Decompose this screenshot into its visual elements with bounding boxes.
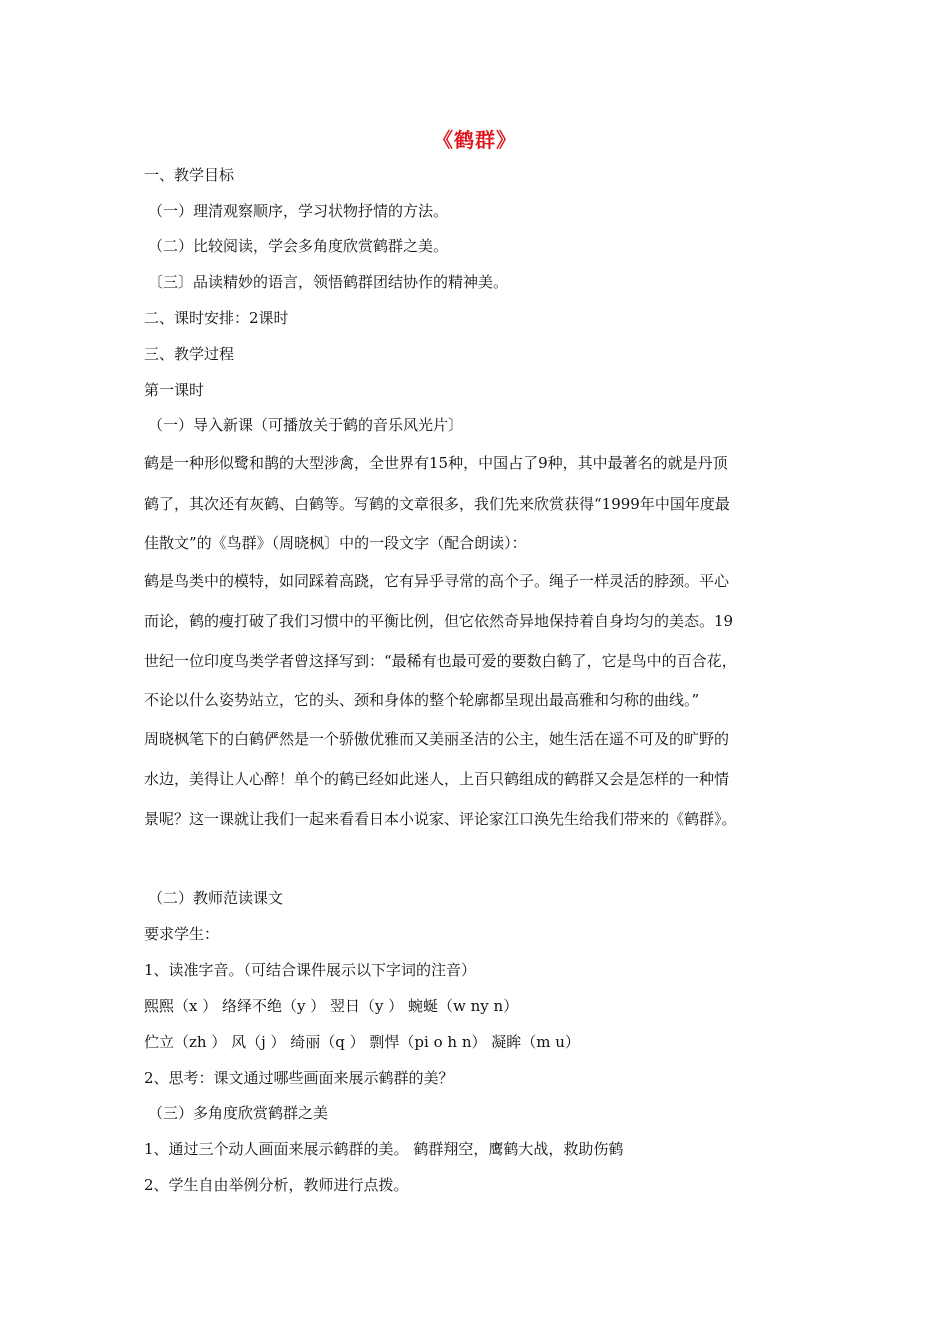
text-line: 2、思考：课文通过哪些画面来展示鹤群的美？ [144, 1069, 454, 1087]
text-line: （二）教师范读课文 [148, 889, 284, 907]
text-line: （一）导入新课（可播放关于鹤的音乐风光片〕 [148, 416, 464, 434]
text-line: 二、课时安排：2课时 [144, 309, 289, 327]
text-line: 熙熙（x ） 络绎不绝（y ） 翌日（y ） 蜿蜒（w ny n） [144, 997, 519, 1015]
text-line: 周晓枫笔下的白鹤俨然是一个骄傲优雅而又美丽圣洁的公主，她生活在遥不可及的旷野的 [144, 730, 730, 748]
text-line: 鹤是鸟类中的模特，如同踩着高跷，它有异乎寻常的高个子。绳子一样灵活的脖颈。平心 [144, 572, 730, 590]
text-line: 而论，鹤的瘦打破了我们习惯中的平衡比例，但它依然奇异地保持着自身均匀的美态。19 [144, 612, 734, 630]
text-line: 景呢？这一课就让我们一起来看看日本小说家、评论家江口涣先生给我们带来的《鹤群》。 [144, 810, 737, 828]
text-line: 1、通过三个动人画面来展示鹤群的美。 鹤群翔空，鹰鹤大战，救助伤鹤 [144, 1140, 624, 1158]
text-line: 水边，美得让人心醉！单个的鹤已经如此迷人，上百只鹤组成的鹤群又会是怎样的一种情 [144, 770, 730, 788]
document-title: 《鹤群》 [433, 128, 517, 152]
text-line: 世纪一位印度鸟类学者曾这择写到：“最稀有也最可爱的要数白鹤了，它是鸟中的百合花， [144, 652, 737, 670]
text-line: （二）比较阅读，学会多角度欣赏鹤群之美。 [148, 237, 449, 255]
text-line: 鹤是一种形似鹭和鹊的大型涉禽，全世界有15种，中国占了9种，其中最著名的就是丹顶 [144, 454, 728, 472]
text-line: （一）理清观察顺序，学习状物抒情的方法。 [148, 202, 449, 220]
text-line: 鹤了，其次还有灰鹤、白鹤等。写鹤的文章很多，我们先来欣赏获得“1999年中国年度最 [144, 495, 730, 513]
text-line: 1、读准字音。（可结合课件展示以下字词的注音） [144, 961, 477, 979]
text-line: （三）多角度欣赏鹤群之美 [148, 1104, 329, 1122]
text-line: 不论以什么姿势站立，它的头、颈和身体的整个轮廓都呈现出最高雅和匀称的曲线。” [144, 691, 700, 709]
text-line: 一、教学目标 [144, 166, 235, 184]
text-line: 要求学生： [144, 925, 220, 943]
text-line: 佳散文”的《鸟群》（周晓枫〕中的一段文字（配合朗读）： [144, 534, 527, 552]
text-line: 伫立（zh ） 风（j ） 绮丽（q ） 剽悍（pi o h n） 凝眸（m u） [144, 1033, 580, 1051]
text-line: 2、学生自由举例分析，教师进行点拨。 [144, 1176, 409, 1194]
text-line: 〔三〕品读精妙的语言，领悟鹤群团结协作的精神美。 [148, 273, 509, 291]
text-line: 三、教学过程 [144, 345, 235, 363]
text-line: 第一课时 [144, 381, 205, 399]
